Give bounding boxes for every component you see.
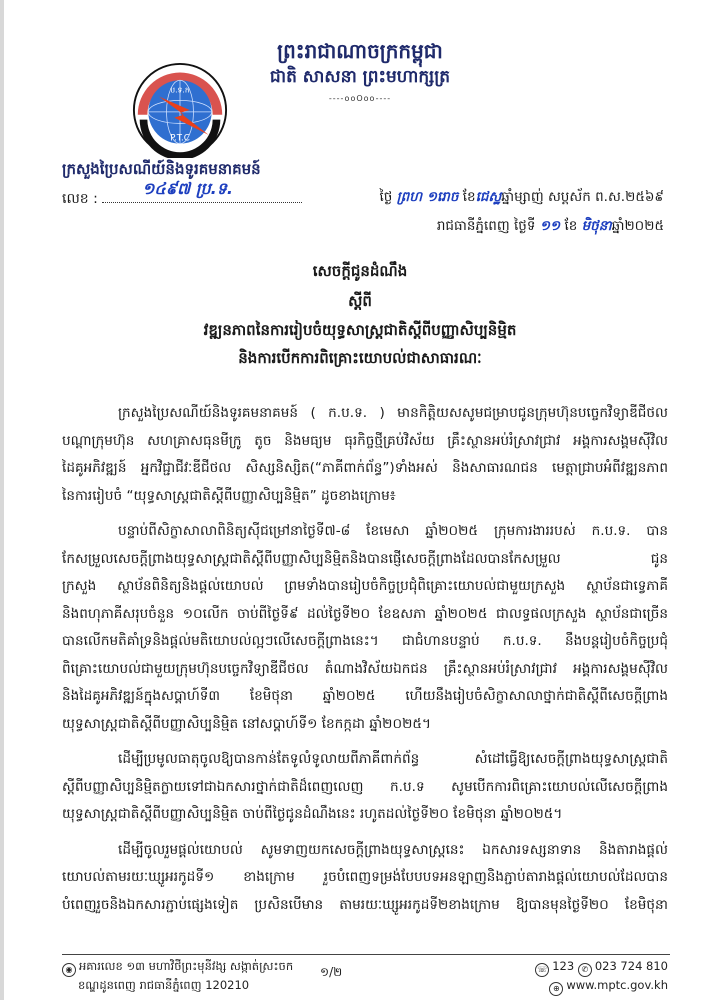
lunar-date-rest: ឆ្នាំម្សាញ់ សប្តស័ក ព.ស.២៥៦៩ — [501, 189, 664, 205]
paragraph-line: និងពហុភាគីសរុបចំនួន ១០លើក ចាប់ពីថ្ងៃទី៩ ដល់ថ្ងៃទី២០ ខែឧសភា ឆ្នាំ២០២៥ ជាលទ្ធផលក្រសួង ស្ថាប័នជាច្រើន — [62, 605, 668, 622]
phone-number: 023 724 810 — [594, 959, 668, 973]
ornament-divider: ----ooOoo---- — [328, 94, 392, 103]
solar-date-prefix: រាជធានីភ្នំពេញ ថ្ងៃទី — [436, 218, 536, 234]
footer-address-1 — [62, 959, 293, 977]
address-line-2: ខណ្ឌដូនពេញ រាជធានីភ្នំពេញ 120210 — [78, 978, 250, 992]
solar-month-prefix: ខែ — [564, 218, 578, 234]
paragraph-line: យុទ្ធសាស្ត្រជាតិស្តីពីបញ្ញាសិប្បនិម្មិត នៅសប្តាហ៍ទី១ ខែកក្កដា ឆ្នាំ២០២៥។ — [62, 715, 431, 732]
paragraph-line: បំពេញរួចនិងឯកសារភ្ជាប់ផ្សេងទៀត ប្រសិនបើមាន តាមរយៈឃ្សូអរកូដទី២ខាងក្រោម ឱ្យបានមុនថ្ងៃទី២០ ខែមិថុនា — [62, 896, 668, 913]
notice-subject-label: ស្តីពី — [348, 292, 372, 310]
lunar-date-handwritten: ព្រហ ១រោច — [396, 189, 459, 205]
paragraph — [62, 518, 668, 738]
paragraph-line: ដើម្បីចូលរួមផ្តល់យោបល់ សូមទាញយកសេចក្តីព្រាងយុទ្ធសាស្ត្រនេះ ឯកសារទស្សនាទាន និងតារាងផ្តល់ — [118, 841, 668, 858]
address-line-1: អគារលេខ ១៣ មហាវិថីព្រះមុនីវង្ស សង្កាត់ស្រះចក — [79, 959, 294, 973]
lunar-date-prefix: ថ្ងៃ — [379, 189, 393, 205]
paragraph-line: កែសម្រួលសេចក្តីព្រាងយុទ្ធសាស្ត្រជាតិស្តីពីបញ្ញាសិប្បនិម្មិតនិងបានផ្ញើសេចក្តីព្រាងដែលបានកែសម្រួល ជូន — [62, 550, 668, 567]
footer-phones — [535, 959, 668, 977]
paragraph-line: ពិគ្រោះយោបល់ជាមួយក្រុមហ៊ុនបច្ចេកវិទ្យាឌីជីថល តំណាងវិស័យឯកជន គ្រឹះស្ថានអប់រំស្រាវជ្រាវ អង្គការសង្គមស៊ីវិល — [62, 660, 668, 677]
website-link[interactable]: www.mptc.gov.kh — [566, 978, 668, 992]
reference-handwritten-number: ១៤៩៧ ប្រ.ទ. — [142, 179, 233, 198]
paragraph-line: នៃការរៀបចំ “យុទ្ធសាស្ត្រជាតិស្តីពីបញ្ញាសិប្បនិម្មិត” ដូចខាងក្រោម៖ — [62, 487, 396, 504]
ministry-logo — [132, 62, 228, 158]
solar-date — [437, 217, 664, 237]
lunar-date — [379, 188, 664, 208]
page-edge — [0, 0, 4, 1000]
hotline-number: 123 — [552, 959, 575, 973]
paragraph — [62, 746, 668, 829]
svg-text:P.T.C: P.T.C — [170, 133, 190, 144]
reference-number — [62, 179, 302, 210]
footer-website — [549, 978, 668, 996]
solar-date-rest: ឆ្នាំ២០២៥ — [611, 218, 664, 234]
solar-day-handwritten: ១១ — [539, 218, 561, 234]
solar-month-handwritten: មិថុនា — [581, 218, 612, 234]
footer-address-2 — [62, 978, 249, 995]
notice-title: សេចក្តីជូនដំណឹង — [312, 262, 408, 280]
reference-label: លេខ : — [62, 191, 98, 207]
lunar-month-prefix: ខែ — [462, 189, 476, 205]
lunar-month-handwritten: ជេស្ឋ — [475, 189, 502, 205]
phone-icon: ✆ — [578, 963, 592, 977]
national-motto: ជាតិ សាសនា ព្រះមហាក្សត្រ — [269, 67, 451, 87]
reference-dotted-line — [102, 179, 302, 203]
paragraph-line: ដៃគូអភិវឌ្ឍន៍ អ្នកវិជ្ជាជីវៈឌីជីថល សិស្សនិស្សិត(“ភាគីពាក់ព័ន្ធ”)ទាំងអស់ និងសាធារណជន មេត្តាជ្រាបអំពីវឌ្ឍនភាព — [62, 460, 668, 476]
globe-icon: ⊕ — [549, 982, 563, 996]
paragraph — [62, 837, 668, 920]
footer-divider — [62, 954, 670, 955]
ministry-name: ក្រសួងប្រៃសណីយ៍និងទូរគមនាគមន៍ — [62, 160, 261, 178]
paragraph-line: យុទ្ធសាស្ត្រជាតិស្តីពីបញ្ញាសិប្បនិម្មិត ចាប់ពីថ្ងៃជូនដំណឹងនេះ រហូតដល់ថ្ងៃទី២០ ខែមិថុនា ឆ្នាំ២០២៥។ — [62, 806, 563, 822]
paragraph-line: ក្រសួងប្រៃសណីយ៍និងទូរគមនាគមន៍ ( ក.ប.ទ. ) មានកិត្តិយសសូមជម្រាបជូនក្រុមហ៊ុនបច្ចេកវិទ្យាឌីជីថល — [118, 405, 668, 421]
svg-text:ប.ទ.ក: ប.ទ.ក — [170, 85, 190, 95]
paragraph-line: បានលើកមតិគាំទ្រនិងផ្តល់មតិយោបល់ល្អៗលើសេចក្តីព្រាងនេះ។ ជាជំហានបន្ទាប់ ក.ប.ទ. នឹងបន្តរៀបចំកិច្ចប្រជុំ — [62, 633, 668, 649]
paragraph — [62, 400, 668, 510]
paragraph-line: បណ្តាក្រុមហ៊ុន សហគ្រាសធុនមីក្រូ តូច និងមធ្យម ធុរកិច្ចថ្មីគ្រប់វិស័យ គ្រឹះស្ថានអប់រំស្រាវជ្រាវ អង្គការសង្គមស៊ីវិល — [62, 432, 668, 449]
paragraph-line: បន្ទាប់ពីសិក្ខាសាលាពិនិត្យស៊ីជម្រៅនាថ្ងៃទី៧-៨ ខែមេសា ឆ្នាំ២០២៥ ក្រុមការងាររបស់ ក.ប.ទ. បាន — [118, 523, 668, 539]
paragraph-line: យោបល់តាមរយៈឃ្សូអរកូដទី១ ខាងក្រោម រួចបំពេញទម្រង់បែបបទអនឡាញនិងភ្ជាប់តារាងផ្តល់យោបល់ដែលបាន — [62, 869, 668, 885]
paragraph-line: ស្តីពីបញ្ញាសិប្បនិម្មិតក្លាយទៅជាឯកសារថ្នាក់ជាតិដ៏ពេញលេញ ក.ប.ទ សូមបើកការពិគ្រោះយោបល់លើសេចក្តីព្រាង — [62, 778, 668, 795]
paragraph-line: និងដៃគូអភិវឌ្ឍន៍ក្នុងសប្តាហ៍ទី៣ ខែមិថុនា ឆ្នាំ២០២៥ ហើយនឹងរៀបចំសិក្ខាសាលាថ្នាក់ជាតិស្តីពីសេចក្តីព្រាង — [62, 688, 668, 704]
notice-subject-line-2: និងការបើកការពិគ្រោះយោបល់ជាសាធារណៈ — [238, 349, 482, 367]
kingdom-heading: ព្រះរាជាណាចក្រកម្ពុជា — [277, 39, 443, 63]
location-pin-icon: ◉ — [62, 963, 76, 977]
paragraph-line: ក្រសួង ស្ថាប័នពិនិត្យនិងផ្តល់យោបល់ ព្រមទាំងបានរៀបចំកិច្ចប្រជុំពិគ្រោះយោបល់ជាមួយក្រសួង ស្ថាប័នជាទ្វេភាគី — [62, 578, 668, 594]
notice-body — [62, 400, 668, 927]
paragraph-line: ដើម្បីប្រមូលធាតុចូលឱ្យបានកាន់តែទូលំទូលាយពីភាគីពាក់ព័ន្ធ សំដៅធ្វើឱ្យសេចក្តីព្រាងយុទ្ធសាស្ត្រជាតិ — [118, 751, 668, 767]
page-number: ១/២ — [320, 965, 343, 979]
notice-subject-line-1: វឌ្ឍនភាពនៃការរៀបចំយុទ្ធសាស្ត្រជាតិស្តីពីបញ្ញាសិប្បនិម្មិត — [203, 321, 517, 339]
hotline-icon: ☏ — [535, 963, 549, 977]
